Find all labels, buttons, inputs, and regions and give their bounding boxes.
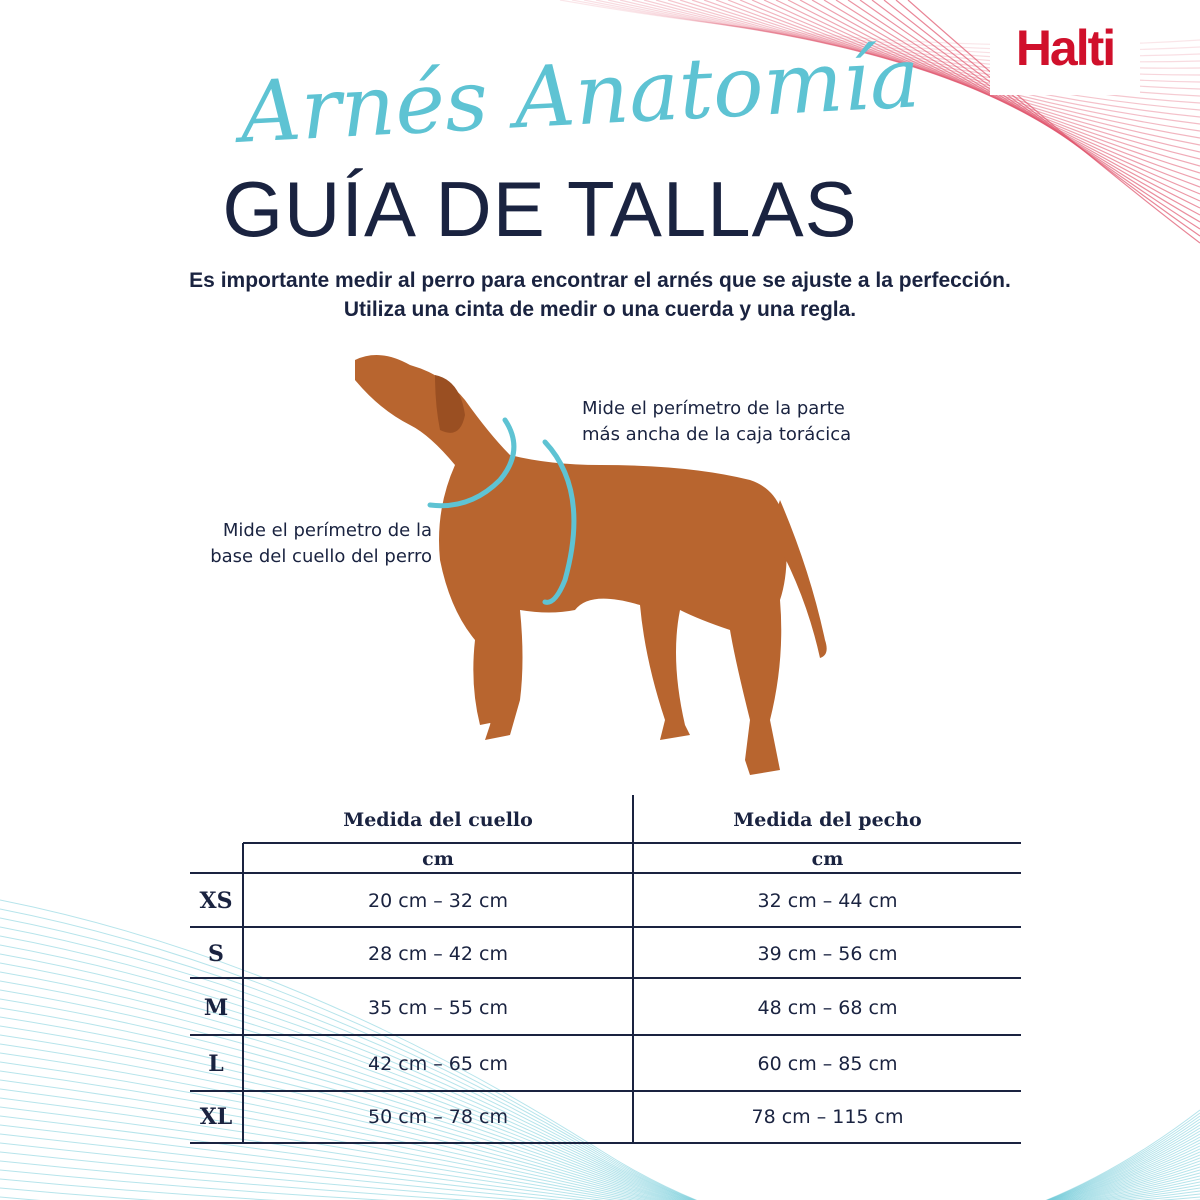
- header-neck: Medida del cuello: [343, 809, 533, 831]
- intro-text: Es importante medir al perro para encontrar el arnés que se ajuste a la perfección. Utiliza una cinta de medir o una cuerda y una regla.: [189, 269, 1011, 321]
- size-label: L: [208, 1051, 224, 1077]
- size-label: XS: [199, 888, 233, 914]
- size-label: S: [208, 940, 224, 967]
- page-title: GUÍA DE TALLAS: [222, 165, 858, 253]
- table-divider: [243, 842, 1021, 844]
- chest-measure-note: Mide el perímetro de la parte más ancha de la caja torácica: [582, 398, 852, 445]
- neck-value: 50 cm – 78 cm: [368, 1106, 508, 1128]
- chest-value: 48 cm – 68 cm: [757, 996, 898, 1019]
- product-name: Arnés Anatomía: [237, 28, 923, 162]
- table-divider: [190, 1142, 1021, 1144]
- brand-logo: Halti: [990, 0, 1140, 95]
- header-chest: Medida del pecho: [733, 809, 922, 831]
- dog-ear: [435, 375, 465, 433]
- neck-value: 42 cm – 65 cm: [368, 1053, 508, 1075]
- neck-measure-note: Mide el perímetro de la base del cuello del perro: [210, 520, 432, 567]
- chest-value: 60 cm – 85 cm: [757, 1053, 898, 1075]
- chest-value: 32 cm – 44 cm: [757, 890, 898, 912]
- unit-chest: cm: [811, 847, 844, 870]
- neck-value: 35 cm – 55 cm: [368, 996, 508, 1019]
- size-label: M: [203, 994, 229, 1021]
- chest-value: 39 cm – 56 cm: [757, 942, 898, 965]
- neck-value: 28 cm – 42 cm: [368, 942, 508, 965]
- chest-value: 78 cm – 115 cm: [751, 1106, 904, 1128]
- neck-value: 20 cm – 32 cm: [368, 890, 508, 912]
- size-label: XL: [199, 1104, 233, 1130]
- unit-neck: cm: [422, 847, 454, 870]
